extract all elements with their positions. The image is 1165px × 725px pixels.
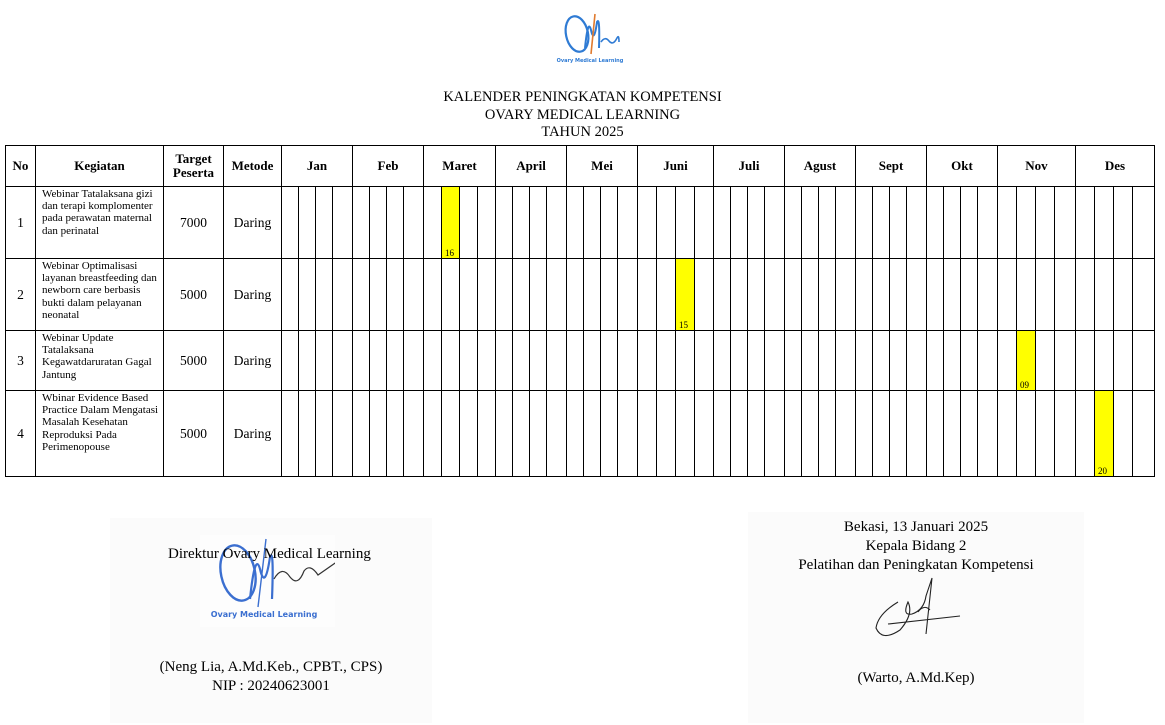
- header-metode: Metode: [224, 146, 282, 187]
- scheduled-week-cell: [1095, 391, 1114, 477]
- week-cell: [927, 391, 944, 477]
- left-signer-nip: NIP : 20240623001: [212, 678, 330, 694]
- week-cell: [890, 187, 907, 259]
- week-cell: [370, 331, 387, 391]
- week-cell: [802, 391, 819, 477]
- method: Daring: [224, 259, 282, 331]
- activity-name: Webinar Tatalaksana gizi dan terapi komplomenter pada perawatan maternal dan perinatal: [36, 187, 164, 259]
- week-cell: [299, 331, 316, 391]
- week-cell: [907, 391, 927, 477]
- week-cell: [618, 187, 638, 259]
- week-cell: [802, 259, 819, 331]
- week-cell: [353, 187, 370, 259]
- week-cell: [370, 391, 387, 477]
- week-cell: [567, 391, 584, 477]
- week-cell: [424, 187, 442, 259]
- week-cell: [890, 259, 907, 331]
- left-signer-name: (Neng Lia, A.Md.Keb., CPBT., CPS): [159, 659, 383, 675]
- title-line-1: KALENDER PENINGKATAN KOMPETENSI: [443, 89, 722, 105]
- week-cell: [785, 391, 802, 477]
- event-date: 20: [1098, 466, 1107, 476]
- event-date: 09: [1020, 380, 1029, 390]
- week-cell: [567, 331, 584, 391]
- week-cell: [1114, 391, 1133, 477]
- week-cell: [496, 187, 513, 259]
- week-cell: [567, 259, 584, 331]
- scheduled-week-cell: [1017, 331, 1036, 391]
- week-cell: [547, 391, 567, 477]
- week-cell: [601, 259, 618, 331]
- week-cell: [496, 331, 513, 391]
- week-cell: [353, 259, 370, 331]
- week-cell: [695, 331, 714, 391]
- week-cell: [513, 391, 530, 477]
- month-header: April: [496, 146, 567, 187]
- week-cell: [676, 331, 695, 391]
- week-cell: [370, 259, 387, 331]
- week-cell: [333, 259, 353, 331]
- week-cell: [748, 331, 765, 391]
- header-no: No: [6, 146, 36, 187]
- week-cell: [584, 259, 601, 331]
- row-number: 4: [6, 391, 36, 477]
- week-cell: [1095, 259, 1114, 331]
- week-cell: [961, 391, 978, 477]
- week-cell: [584, 331, 601, 391]
- week-cell: [547, 187, 567, 259]
- month-header: Mei: [567, 146, 638, 187]
- week-cell: [442, 331, 460, 391]
- week-cell: [907, 259, 927, 331]
- week-cell: [1017, 259, 1036, 331]
- week-cell: [530, 187, 547, 259]
- week-cell: [748, 391, 765, 477]
- week-cell: [714, 331, 731, 391]
- week-cell: [299, 187, 316, 259]
- week-cell: [836, 259, 856, 331]
- week-cell: [387, 331, 404, 391]
- week-cell: [657, 331, 676, 391]
- week-cell: [748, 187, 765, 259]
- week-cell: [442, 259, 460, 331]
- week-cell: [601, 331, 618, 391]
- week-cell: [856, 259, 873, 331]
- week-cell: [714, 391, 731, 477]
- week-cell: [731, 187, 748, 259]
- week-cell: [353, 391, 370, 477]
- week-cell: [638, 259, 657, 331]
- right-dept: Pelatihan dan Peningkatan Kompetensi: [798, 557, 1034, 573]
- week-cell: [802, 331, 819, 391]
- week-cell: [404, 259, 424, 331]
- week-cell: [333, 187, 353, 259]
- week-cell: [998, 187, 1017, 259]
- title-line-2: OVARY MEDICAL LEARNING: [484, 106, 681, 123]
- week-cell: [731, 259, 748, 331]
- week-cell: [513, 259, 530, 331]
- week-cell: [676, 187, 695, 259]
- week-cell: [1133, 187, 1155, 259]
- activity-name: Webinar Optimalisasi layanan breastfeeding dan newborn care berbasis bukti dalam pelayanan neonatal: [36, 259, 164, 331]
- row-number: 3: [6, 331, 36, 391]
- week-cell: [978, 259, 998, 331]
- week-cell: [618, 391, 638, 477]
- week-cell: [1076, 391, 1095, 477]
- week-cell: [478, 259, 496, 331]
- table-row: [6, 259, 1155, 331]
- week-cell: [657, 259, 676, 331]
- stamp-caption: Ovary Medical Learning: [210, 610, 318, 619]
- week-cell: [584, 187, 601, 259]
- week-cell: [695, 259, 714, 331]
- week-cell: [404, 331, 424, 391]
- week-cell: [856, 187, 873, 259]
- week-cell: [927, 331, 944, 391]
- week-cell: [961, 331, 978, 391]
- activity-name: Webinar Update Tatalaksana Kegawatdaruratan Gagal Jantung: [36, 331, 164, 391]
- week-cell: [978, 391, 998, 477]
- week-cell: [890, 391, 907, 477]
- title-line-3: TAHUN 2025: [541, 124, 624, 140]
- week-cell: [424, 391, 442, 477]
- week-cell: [944, 259, 961, 331]
- week-cell: [714, 187, 731, 259]
- week-cell: [547, 331, 567, 391]
- week-cell: [282, 391, 299, 477]
- week-cell: [927, 187, 944, 259]
- header-target: Target Peserta: [164, 146, 224, 187]
- month-header: Juli: [714, 146, 785, 187]
- week-cell: [998, 331, 1017, 391]
- week-cell: [765, 187, 785, 259]
- month-header: Okt: [927, 146, 998, 187]
- week-cell: [353, 331, 370, 391]
- week-cell: [316, 391, 333, 477]
- target-participants: 5000: [164, 391, 224, 477]
- week-cell: [478, 391, 496, 477]
- week-cell: [907, 187, 927, 259]
- week-cell: [802, 187, 819, 259]
- week-cell: [998, 259, 1017, 331]
- week-cell: [513, 331, 530, 391]
- week-cell: [387, 391, 404, 477]
- week-cell: [1114, 187, 1133, 259]
- week-cell: [282, 331, 299, 391]
- week-cell: [1055, 391, 1076, 477]
- week-cell: [1017, 187, 1036, 259]
- left-role-text: Direktur Ovary Medical Learning: [168, 546, 371, 562]
- week-cell: [1036, 187, 1055, 259]
- event-date: 16: [445, 248, 454, 258]
- week-cell: [530, 331, 547, 391]
- week-cell: [638, 331, 657, 391]
- week-cell: [547, 259, 567, 331]
- week-cell: [496, 259, 513, 331]
- week-cell: [961, 187, 978, 259]
- week-cell: [819, 331, 836, 391]
- handwritten-signature: [868, 574, 968, 644]
- week-cell: [785, 259, 802, 331]
- week-cell: [998, 391, 1017, 477]
- week-cell: [873, 331, 890, 391]
- week-cell: [424, 331, 442, 391]
- month-header: Feb: [353, 146, 424, 187]
- week-cell: [1114, 331, 1133, 391]
- week-cell: [530, 391, 547, 477]
- document-title: [0, 89, 1165, 142]
- week-cell: [1036, 331, 1055, 391]
- event-date: 15: [679, 320, 688, 330]
- table-row: [6, 187, 1155, 259]
- week-cell: [765, 331, 785, 391]
- week-cell: [387, 187, 404, 259]
- week-cell: [618, 259, 638, 331]
- week-cell: [1133, 259, 1155, 331]
- week-cell: [836, 391, 856, 477]
- week-cell: [478, 187, 496, 259]
- table-row: [6, 391, 1155, 477]
- week-cell: [1055, 187, 1076, 259]
- week-cell: [567, 187, 584, 259]
- right-signer-name: (Warto, A.Md.Kep): [857, 670, 975, 686]
- month-header: Des: [1076, 146, 1155, 187]
- week-cell: [638, 187, 657, 259]
- week-cell: [819, 391, 836, 477]
- week-cell: [944, 391, 961, 477]
- week-cell: [873, 187, 890, 259]
- week-cell: [1036, 259, 1055, 331]
- month-header: Maret: [424, 146, 496, 187]
- target-participants: 5000: [164, 331, 224, 391]
- week-cell: [731, 391, 748, 477]
- week-cell: [478, 331, 496, 391]
- week-cell: [1133, 331, 1155, 391]
- week-cell: [873, 391, 890, 477]
- week-cell: [836, 331, 856, 391]
- logo-caption: Ovary Medical Learning: [556, 58, 624, 64]
- competency-calendar-table: [5, 145, 1155, 477]
- week-cell: [282, 259, 299, 331]
- month-header: Sept: [856, 146, 927, 187]
- week-cell: [530, 259, 547, 331]
- week-cell: [299, 391, 316, 477]
- week-cell: [714, 259, 731, 331]
- week-cell: [907, 331, 927, 391]
- week-cell: [1133, 391, 1155, 477]
- method: Daring: [224, 391, 282, 477]
- week-cell: [657, 391, 676, 477]
- method: Daring: [224, 331, 282, 391]
- week-cell: [584, 391, 601, 477]
- week-cell: [460, 259, 478, 331]
- week-cell: [1076, 331, 1095, 391]
- week-cell: [819, 259, 836, 331]
- week-cell: [460, 187, 478, 259]
- week-cell: [819, 187, 836, 259]
- target-participants: 5000: [164, 259, 224, 331]
- week-cell: [765, 391, 785, 477]
- week-cell: [785, 331, 802, 391]
- activity-name: Wbinar Evidence Based Practice Dalam Mengatasi Masalah Kesehatan Reproduksi Pada Perimenopouse: [36, 391, 164, 477]
- method: Daring: [224, 187, 282, 259]
- week-cell: [961, 259, 978, 331]
- week-cell: [695, 187, 714, 259]
- week-cell: [1095, 187, 1114, 259]
- week-cell: [460, 331, 478, 391]
- week-cell: [944, 187, 961, 259]
- week-cell: [657, 187, 676, 259]
- week-cell: [404, 391, 424, 477]
- week-cell: [282, 187, 299, 259]
- table-row: [6, 331, 1155, 391]
- ovary-logo: [555, 8, 625, 66]
- week-cell: [316, 259, 333, 331]
- month-header: Jan: [282, 146, 353, 187]
- row-number: 2: [6, 259, 36, 331]
- week-cell: [1095, 331, 1114, 391]
- week-cell: [370, 187, 387, 259]
- week-cell: [316, 187, 333, 259]
- scheduled-week-cell: [676, 259, 695, 331]
- week-cell: [601, 187, 618, 259]
- week-cell: [618, 331, 638, 391]
- week-cell: [765, 259, 785, 331]
- week-cell: [927, 259, 944, 331]
- month-header: Juni: [638, 146, 714, 187]
- week-cell: [513, 187, 530, 259]
- week-cell: [316, 331, 333, 391]
- target-participants: 7000: [164, 187, 224, 259]
- place-date: Bekasi, 13 Januari 2025: [843, 519, 989, 535]
- table-header-row: [6, 146, 1155, 187]
- left-role: [168, 545, 378, 570]
- week-cell: [1114, 259, 1133, 331]
- week-cell: [638, 391, 657, 477]
- week-cell: [1036, 391, 1055, 477]
- header-kegiatan: Kegiatan: [36, 146, 164, 187]
- week-cell: [442, 391, 460, 477]
- right-role: Kepala Bidang 2: [865, 538, 967, 554]
- week-cell: [299, 259, 316, 331]
- month-header: Nov: [998, 146, 1076, 187]
- week-cell: [695, 391, 714, 477]
- week-cell: [424, 259, 442, 331]
- week-cell: [856, 331, 873, 391]
- week-cell: [387, 259, 404, 331]
- week-cell: [1055, 259, 1076, 331]
- week-cell: [978, 187, 998, 259]
- week-cell: [1017, 391, 1036, 477]
- week-cell: [496, 391, 513, 477]
- scheduled-week-cell: [442, 187, 460, 259]
- week-cell: [978, 331, 998, 391]
- week-cell: [1076, 187, 1095, 259]
- week-cell: [333, 331, 353, 391]
- week-cell: [333, 391, 353, 477]
- week-cell: [873, 259, 890, 331]
- week-cell: [944, 331, 961, 391]
- week-cell: [460, 391, 478, 477]
- week-cell: [785, 187, 802, 259]
- week-cell: [748, 259, 765, 331]
- row-number: 1: [6, 187, 36, 259]
- week-cell: [676, 391, 695, 477]
- week-cell: [836, 187, 856, 259]
- week-cell: [404, 187, 424, 259]
- week-cell: [731, 331, 748, 391]
- week-cell: [856, 391, 873, 477]
- week-cell: [1076, 259, 1095, 331]
- week-cell: [890, 331, 907, 391]
- week-cell: [601, 391, 618, 477]
- week-cell: [1055, 331, 1076, 391]
- month-header: Agust: [785, 146, 856, 187]
